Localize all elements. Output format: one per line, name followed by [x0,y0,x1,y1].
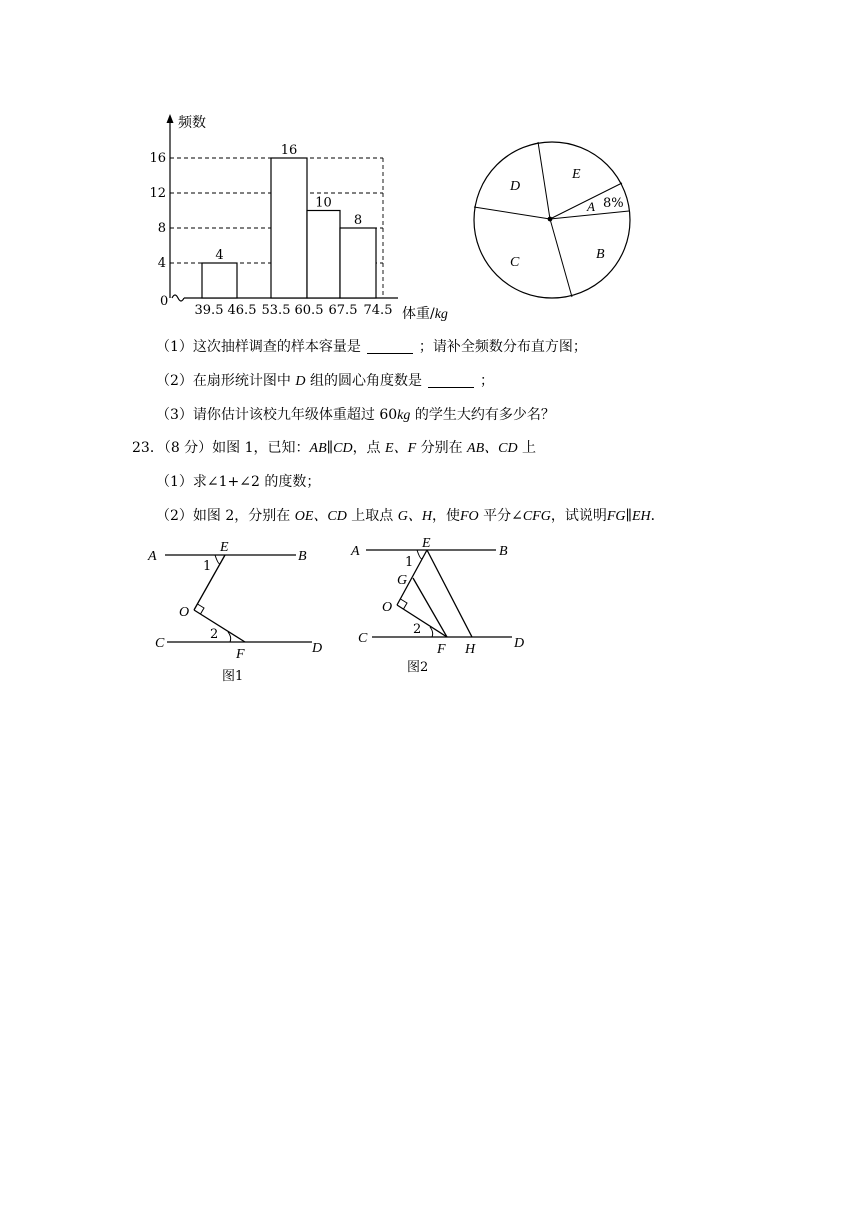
y-tick-label: 12 [149,186,166,201]
angle-1-label: 1 [203,559,212,574]
segment-of [194,610,245,642]
histogram-bar [202,263,237,298]
problem-23-stem: 23．（8 分）如图 1，已知：AB∥CD，点 E、F 分别在 AB、CD 上 [132,440,537,456]
point-c: C [358,631,368,646]
x-tick-label: 74.5 [363,303,393,318]
angle-1-label: 1 [405,555,414,570]
x-tick-label: 46.5 [227,303,257,318]
pie-divider-d-e [538,142,550,219]
x-tick-label: 53.5 [261,303,291,318]
y-axis-label: 频数 [178,115,206,131]
figure-2-caption: 图2 [407,660,429,675]
point-c: C [155,636,165,651]
x-axis-break [172,295,184,301]
y-tick-label: 16 [149,151,166,166]
bar-value-label: 8 [353,213,363,228]
point-f: F [437,642,446,657]
figure-2 [345,533,535,678]
bar-value-label: 4 [215,248,224,263]
y-tick-label: 8 [157,221,166,236]
point-b: B [298,549,307,564]
segment-of [397,605,447,637]
x-axis-label: 体重/kg [402,306,448,322]
x-tick-label: 39.5 [194,303,224,318]
pie-divider-b-c [550,219,572,297]
pie-label-a: A [587,199,595,214]
point-o: O [179,605,190,620]
bar-value-label: 10 [315,195,332,211]
pie-label-e: E [572,167,581,182]
pie-label-a-percent: 8% [603,196,624,211]
point-d: D [514,636,525,651]
point-b: B [499,544,508,559]
answer-blank-1 [367,339,413,354]
bar-value-label: 16 [280,143,298,158]
angle-2-label: 2 [210,627,219,642]
figure-1-caption: 图1 [222,669,244,684]
point-g: G [397,573,408,588]
point-f: F [236,647,245,662]
point-e: E [220,540,229,555]
point-a: A [351,544,360,559]
histogram-bar [307,211,340,299]
pie-label-c: C [510,255,520,270]
question-1: （1）这次抽样调查的样本容量是 ；请补全频数分布直方图； [156,339,587,355]
frequency-histogram [140,105,460,330]
origin-label: 0 [160,294,169,309]
pie-chart [470,138,635,303]
problem-23-part-2: （2）如图 2，分别在 OE、CD 上取点 G、H，使FO 平分∠CFG，试说明FG∥EH． [156,508,665,524]
segment-eh [427,550,472,637]
pie-label-d: D [510,179,521,194]
point-d: D [312,641,323,656]
question-2: （2）在扇形统计图中 D 组的圆心角度数是 ； [156,373,494,389]
angle-2-label: 2 [413,622,422,637]
point-a: A [148,549,157,564]
pie-divider-c-d [474,207,550,219]
answer-blank-2 [428,373,474,388]
point-o: O [382,600,393,615]
angle-1-arc [417,550,422,559]
histogram-bar [340,228,376,298]
point-h: H [465,642,476,657]
pie-label-b: B [596,247,605,262]
angle-1-arc [215,555,220,564]
y-tick-label: 4 [157,256,166,271]
x-tick-label: 60.5 [294,303,324,318]
problem-23-part-1: （1）求∠1+∠2 的度数； [156,474,321,490]
y-axis-arrow [167,114,174,123]
x-tick-label: 67.5 [328,303,358,318]
angle-2-arc [430,627,433,637]
histogram-bar [271,158,307,298]
question-3: （3）请你估计该校九年级体重超过 60kg 的学生大约有多少名？ [156,407,555,423]
figure-1 [140,535,340,690]
point-e: E [422,536,431,551]
